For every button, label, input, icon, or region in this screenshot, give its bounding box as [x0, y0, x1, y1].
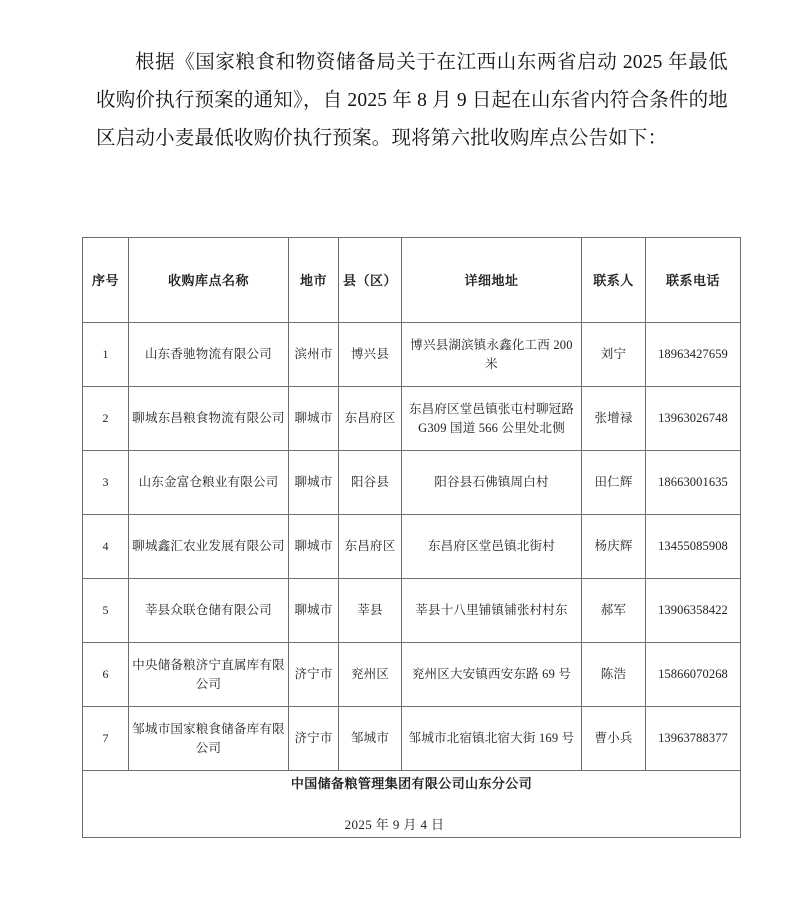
cell-name: 聊城鑫汇农业发展有限公司 [129, 515, 289, 579]
table-row [83, 323, 741, 387]
cell-phone: 15866070268 [646, 643, 741, 707]
signature-organization: 中国储备粮管理集团有限公司山东分公司 [290, 776, 533, 791]
table-body [83, 323, 741, 838]
cell-index: 3 [83, 451, 129, 515]
cell-address: 阳谷县石佛镇周白村 [402, 451, 582, 515]
column-header-county: 县（区） [339, 238, 402, 323]
intro-paragraph-block [96, 44, 728, 158]
cell-phone: 18663001635 [646, 451, 741, 515]
cell-county: 阳谷县 [339, 451, 402, 515]
cell-address: 莘县十八里铺镇铺张村村东 [402, 579, 582, 643]
cell-city: 滨州市 [289, 323, 339, 387]
cell-address: 邹城市北宿镇北宿大街 169 号 [402, 707, 582, 771]
table-row [83, 451, 741, 515]
cell-contact: 曹小兵 [582, 707, 646, 771]
cell-name: 山东金富仓粮业有限公司 [129, 451, 289, 515]
cell-county: 邹城市 [339, 707, 402, 771]
cell-county: 莘县 [339, 579, 402, 643]
column-header-address: 详细地址 [402, 238, 582, 323]
cell-phone: 13455085908 [646, 515, 741, 579]
cell-city: 聊城市 [289, 451, 339, 515]
signature-date: 2025 年 9 月 4 日 [344, 817, 445, 832]
cell-name: 邹城市国家粮食储备库有限公司 [129, 707, 289, 771]
column-header-phone: 联系电话 [646, 238, 741, 323]
column-header-name: 收购库点名称 [129, 238, 289, 323]
depot-table-container [82, 237, 740, 838]
cell-name: 中央储备粮济宁直属库有限公司 [129, 643, 289, 707]
cell-index: 5 [83, 579, 129, 643]
cell-name: 山东香驰物流有限公司 [129, 323, 289, 387]
cell-city: 聊城市 [289, 387, 339, 451]
cell-county: 兖州区 [339, 643, 402, 707]
cell-index: 1 [83, 323, 129, 387]
cell-index: 6 [83, 643, 129, 707]
cell-contact: 张增禄 [582, 387, 646, 451]
cell-contact: 刘宁 [582, 323, 646, 387]
cell-contact: 田仁辉 [582, 451, 646, 515]
cell-index: 4 [83, 515, 129, 579]
cell-phone: 13906358422 [646, 579, 741, 643]
table-header-row [83, 238, 741, 323]
table-row [83, 707, 741, 771]
cell-contact: 杨庆辉 [582, 515, 646, 579]
cell-name: 莘县众联仓储有限公司 [129, 579, 289, 643]
cell-index: 2 [83, 387, 129, 451]
cell-phone: 13963788377 [646, 707, 741, 771]
cell-contact: 郝军 [582, 579, 646, 643]
table-row [83, 643, 741, 707]
table-header [83, 238, 741, 323]
cell-phone: 18963427659 [646, 323, 741, 387]
cell-address: 东昌府区堂邑镇张屯村聊冠路 G309 国道 566 公里处北侧 [402, 387, 582, 451]
cell-city: 聊城市 [289, 579, 339, 643]
cell-city: 聊城市 [289, 515, 339, 579]
cell-address: 东昌府区堂邑镇北街村 [402, 515, 582, 579]
column-header-city: 地市 [289, 238, 339, 323]
cell-county: 东昌府区 [339, 387, 402, 451]
cell-name: 聊城东昌粮食物流有限公司 [129, 387, 289, 451]
column-header-index: 序号 [83, 238, 129, 323]
table-row [83, 387, 741, 451]
cell-index: 7 [83, 707, 129, 771]
signature-block [83, 771, 741, 838]
cell-phone: 13963026748 [646, 387, 741, 451]
cell-city: 济宁市 [289, 643, 339, 707]
cell-county: 东昌府区 [339, 515, 402, 579]
cell-contact: 陈浩 [582, 643, 646, 707]
table-row [83, 515, 741, 579]
depot-table [82, 237, 741, 838]
cell-county: 博兴县 [339, 323, 402, 387]
cell-address: 兖州区大安镇西安东路 69 号 [402, 643, 582, 707]
table-row [83, 579, 741, 643]
cell-city: 济宁市 [289, 707, 339, 771]
column-header-contact: 联系人 [582, 238, 646, 323]
signature-row [83, 771, 741, 838]
intro-paragraph-text: 根据《国家粮食和物资储备局关于在江西山东两省启动 2025 年最低收购价执行预案的通知》，自 2025 年 8 月 9 日起在山东省内符合条件的地区启动小麦最低收购价执行预案。现将第六批收购库点公告如下： [96, 52, 729, 149]
cell-address: 博兴县湖滨镇永鑫化工西 200 米 [402, 323, 582, 387]
